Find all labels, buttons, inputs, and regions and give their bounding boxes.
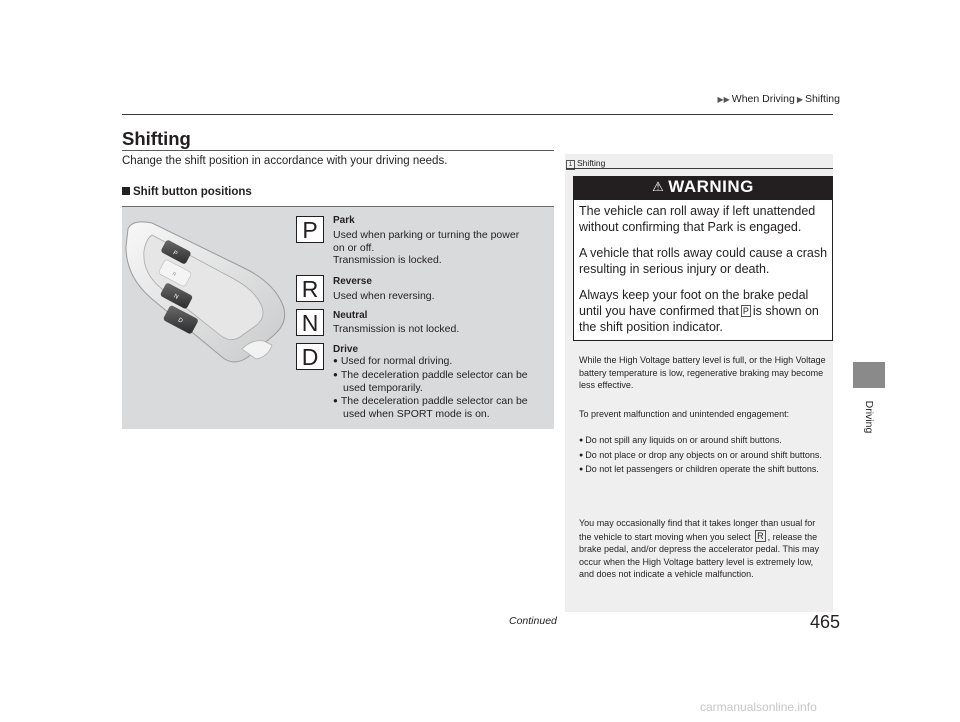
neutral-letter-icon: N [296,309,324,336]
title-divider [122,150,554,151]
square-bullet-icon [122,187,130,195]
svg-text:R: R [171,271,178,279]
list-item: ● Do not spill any liquids on or around shift buttons. [579,434,829,449]
note-bullet-list [579,434,829,478]
note-heading[interactable]: 1 Shifting [566,158,605,170]
list-item: ● Used for normal driving. [333,355,549,369]
chapter-tab-marker [853,362,885,388]
warning-text: A vehicle that rolls away could cause a crash resulting in serious injury or death. [579,246,828,276]
arrow-icon: ▶ [796,95,803,104]
warning-title: ⚠ WARNING [652,177,754,196]
p-key-icon: P [742,306,749,316]
reverse-description: Used when reversing. [333,290,435,302]
list-item: ● Do not let passengers or children operate the shift buttons. [579,463,829,478]
drive-bullet-list [333,355,549,421]
page-title: Shifting [122,128,191,149]
breadcrumb-item[interactable]: Shifting [804,93,840,105]
neutral-description: Transmission is not locked. [333,323,460,335]
list-item: ● The deceleration paddle selector can be used when SPORT mode is on. [333,395,549,421]
warning-triangle-icon: ⚠ [652,179,665,194]
chapter-tab-label[interactable]: Driving [863,400,875,434]
shift-button-illustration [122,207,298,381]
reverse-letter-icon: R [296,275,324,302]
note-divider [566,168,833,169]
section-heading: Shift button positions [122,186,252,198]
svg-text:N: N [172,293,180,301]
breadcrumb-item[interactable]: When Driving [731,93,795,105]
warning-text: The vehicle can roll away if left unattended without confirming that Park is engaged. [579,204,816,234]
note-paragraph: To prevent malfunction and unintended engagement: [579,409,790,419]
drive-heading: Drive [333,344,359,355]
svg-text:P: P [171,250,179,258]
breadcrumb [690,93,840,105]
double-arrow-icon: ▶▶ [717,95,730,104]
park-description: Used when parking or turning the power on or off. Transmission is locked. [333,229,520,266]
reverse-heading: Reverse [333,276,372,287]
header-divider [122,114,833,115]
svg-text:D: D [176,317,184,325]
note-paragraph: You may occasionally find that it takes longer than usual for the vehicle to start moving when you select R , release the brake pedal, and/or depress the accelerator pedal. This may occur when the High Voltage battery level is extremely low, and does not indicate a vehicle malfunction. [579,518,819,579]
r-key-icon: R [757,530,764,541]
park-letter-icon: P [296,216,324,243]
note-paragraph: While the High Voltage battery level is full, or the High Voltage battery temperature is low, regenerative braking may become less effective. [579,355,826,390]
reference-icon: 1 [566,160,575,170]
drive-letter-icon: D [296,343,324,370]
park-heading: Park [333,215,355,226]
continued-label: Continued [509,615,557,627]
list-item: ● The deceleration paddle selector can be used temporarily. [333,369,549,395]
neutral-heading: Neutral [333,310,368,321]
list-item: ● Do not place or drop any objects on or around shift buttons. [579,449,829,464]
warning-text: Always keep your foot on the brake pedal until you have confirmed that P is shown on the shift position indicator. [579,288,819,334]
watermark: carmanualsonline.info [700,700,817,714]
intro-text: Change the shift position in accordance with your driving needs. [122,155,448,167]
page-number: 465 [809,612,840,632]
